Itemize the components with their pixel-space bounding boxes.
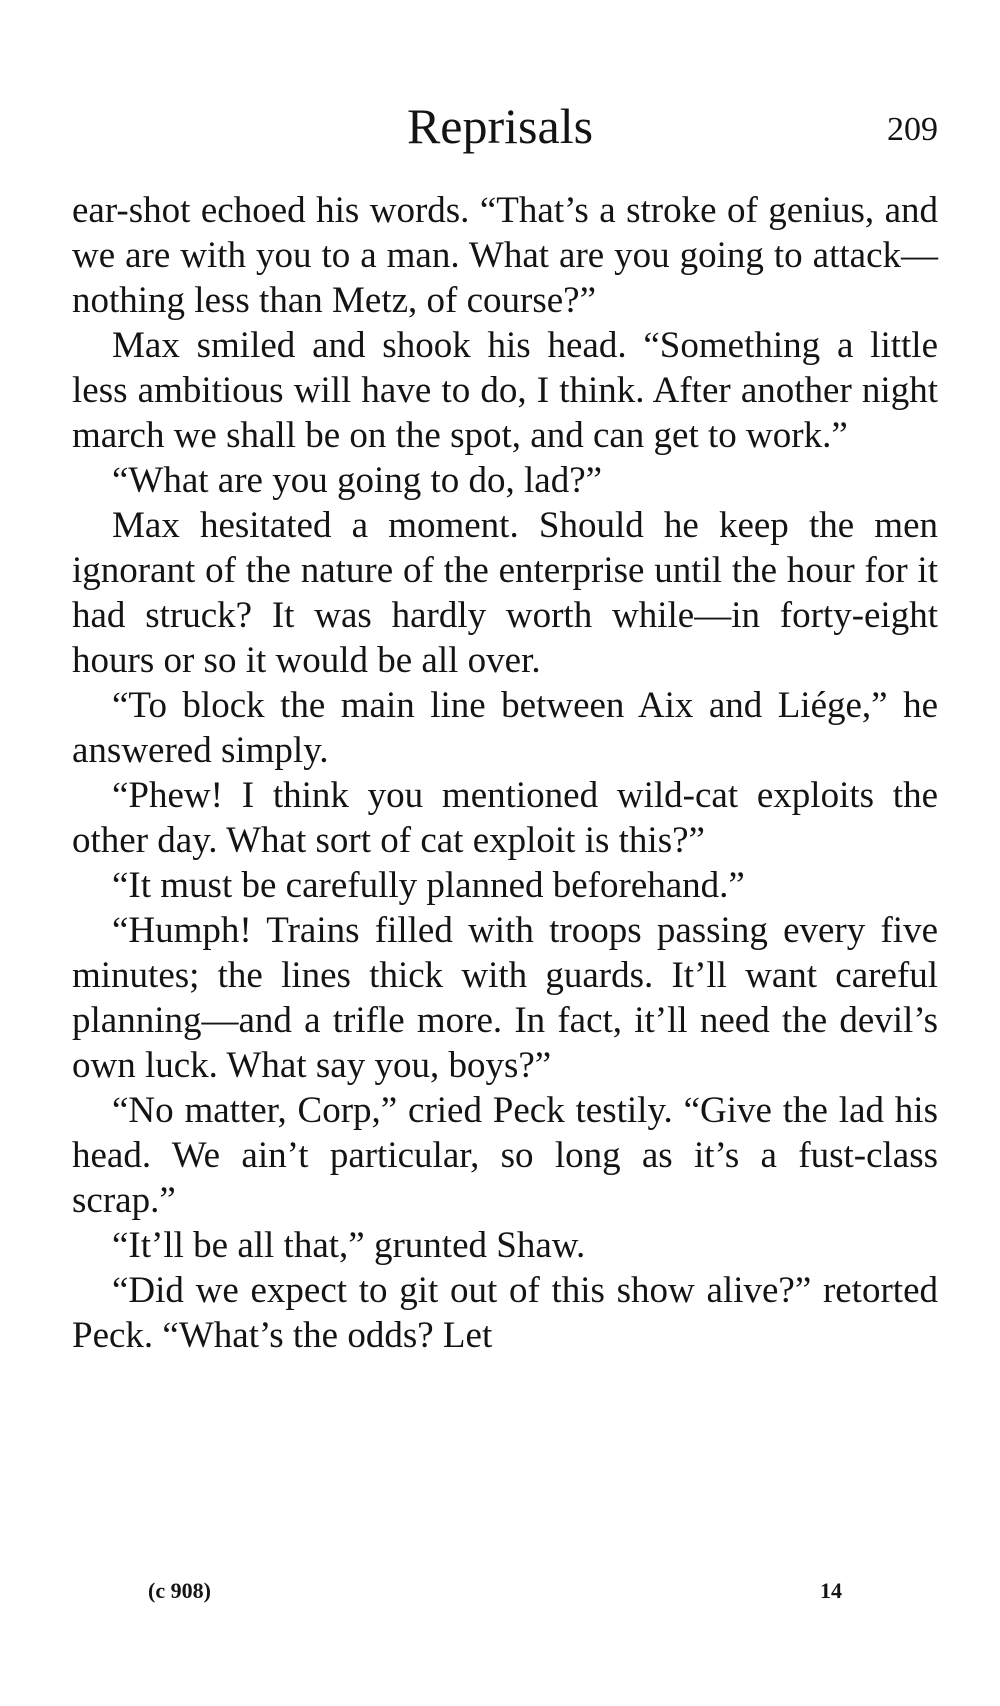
running-title: Reprisals: [406, 98, 594, 154]
page-footer: [0, 1578, 1000, 1608]
paragraph: “It’ll be all that,” grunted Shaw.: [112, 1225, 586, 1266]
paragraph: “Phew! I think you mentioned wild-cat exploits the other day. What sort of cat exploit is this?”: [72, 775, 938, 861]
paragraph: Max smiled and shook his head. “Something a little less ambitious will have to do, I think. After another night march we shall be on the spot, and can get to work.”: [72, 325, 938, 456]
paragraph: “No matter, Corp,” cried Peck testily. “Give the lad his head. We ain’t particular, so long as it’s a fust-class scrap.”: [72, 1090, 938, 1221]
paragraph: ear-shot echoed his words. “That’s a stroke of genius, and we are with you to a man. What are you going to attack—nothing less than Metz, of course?”: [72, 190, 938, 321]
paragraph: “To block the main line between Aix and Liége,” he answered simply.: [72, 685, 938, 771]
paragraph: “Humph! Trains filled with troops passing every five minutes; the lines thick with guards. It’ll want careful planning—and a trifle more. In fact, it’ll need the devil’s own luck. What say you, boys?”: [72, 910, 938, 1086]
paragraph: “It must be carefully planned beforehand.”: [112, 865, 745, 906]
paragraph: “What are you going to do, lad?”: [112, 460, 603, 501]
page-number: 209: [887, 111, 938, 148]
signature-code: (c 908): [148, 1578, 211, 1603]
paragraph: “Did we expect to git out of this show alive?” retorted Peck. “What’s the odds? Let: [72, 1270, 938, 1356]
signature-number: 14: [820, 1578, 842, 1603]
paragraph: Max hesitated a moment. Should he keep the men ignorant of the nature of the enterprise until the hour for it had struck? It was hardly worth while—in forty-eight hours or so it would be all over.: [72, 505, 938, 681]
body-text: [72, 188, 938, 1358]
